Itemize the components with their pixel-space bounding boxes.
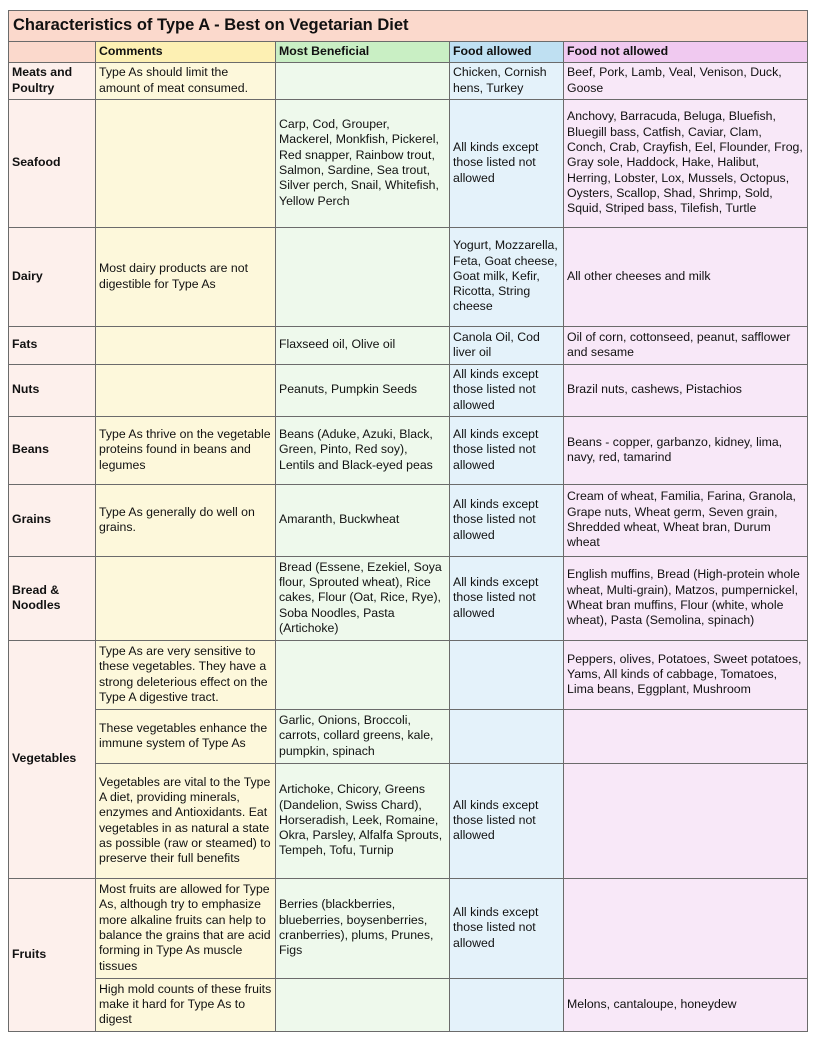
- title-row: [9, 11, 808, 42]
- not-allowed-cell: Oil of corn, cottonseed, peanut, safflower and sesame: [564, 327, 808, 365]
- not-allowed-cell: Cream of wheat, Familia, Farina, Granola, Grape nuts, Wheat germ, Seven grain, Shredded wheat, Wheat bran, Durum wheat: [564, 485, 808, 557]
- comments-cell: [96, 557, 276, 641]
- category-cell: Grains: [9, 485, 96, 557]
- beneficial-cell: [276, 63, 450, 100]
- allowed-cell: [450, 641, 564, 710]
- not-allowed-cell: [564, 879, 808, 979]
- category-cell: Dairy: [9, 228, 96, 327]
- beneficial-cell: Peanuts, Pumpkin Seeds: [276, 365, 450, 417]
- table-row-bread-noodles: [9, 557, 808, 641]
- allowed-cell: All kinds except those listed not allowed: [450, 365, 564, 417]
- not-allowed-cell: Peppers, olives, Potatoes, Sweet potatoes, Yams, All kinds of cabbage, Tomatoes, Lima beans, Eggplant, Mushroom: [564, 641, 808, 710]
- category-cell: Seafood: [9, 100, 96, 228]
- header-food-allowed: Food allowed: [450, 42, 564, 63]
- beneficial-cell: [276, 641, 450, 710]
- beneficial-cell: Berries (blackberries, blueberries, boysenberries, cranberries), plums, Prunes, Figs: [276, 879, 450, 979]
- table-row-vegetables-2: [9, 710, 808, 764]
- comments-cell: These vegetables enhance the immune system of Type As: [96, 710, 276, 764]
- table-title: Characteristics of Type A - Best on Vegetarian Diet: [9, 11, 808, 42]
- comments-cell: [96, 327, 276, 365]
- comments-cell: Most fruits are allowed for Type As, although try to emphasize more alkaline fruits can help to balance the grains that are acid forming in Type As muscle tissues: [96, 879, 276, 979]
- table-row-vegetables-1: [9, 641, 808, 710]
- comments-cell: Type As generally do well on grains.: [96, 485, 276, 557]
- not-allowed-cell: Beef, Pork, Lamb, Veal, Venison, Duck, Goose: [564, 63, 808, 100]
- comments-cell: Most dairy products are not digestible for Type As: [96, 228, 276, 327]
- header-comments: Comments: [96, 42, 276, 63]
- not-allowed-cell: English muffins, Bread (High-protein whole wheat, Multi-grain), Matzos, pumpernickel, Wheat bran muffins, Flour (white, whole wheat), Pasta (Semolina, spinach): [564, 557, 808, 641]
- category-cell: Fats: [9, 327, 96, 365]
- category-cell: Fruits: [9, 879, 96, 1032]
- beneficial-cell: Carp, Cod, Grouper, Mackerel, Monkfish, Pickerel, Red snapper, Rainbow trout, Salmon, Sardine, Sea trout, Silver perch, Snail, Whitefish, Yellow Perch: [276, 100, 450, 228]
- comments-cell: High mold counts of these fruits make it hard for Type As to digest: [96, 979, 276, 1032]
- beneficial-cell: [276, 228, 450, 327]
- not-allowed-cell: Beans - copper, garbanzo, kidney, lima, navy, red, tamarind: [564, 417, 808, 485]
- table-row-fruits-1: [9, 879, 808, 979]
- allowed-cell: All kinds except those listed not allowed: [450, 485, 564, 557]
- allowed-cell: All kinds except those listed not allowed: [450, 417, 564, 485]
- comments-cell: Type As should limit the amount of meat consumed.: [96, 63, 276, 100]
- allowed-cell: All kinds except those listed not allowed: [450, 879, 564, 979]
- category-cell: Beans: [9, 417, 96, 485]
- allowed-cell: All kinds except those listed not allowed: [450, 100, 564, 228]
- table-row-vegetables-3: [9, 764, 808, 879]
- beneficial-cell: Flaxseed oil, Olive oil: [276, 327, 450, 365]
- allowed-cell: Chicken, Cornish hens, Turkey: [450, 63, 564, 100]
- not-allowed-cell: Anchovy, Barracuda, Beluga, Bluefish, Bluegill bass, Catfish, Caviar, Clam, Conch, Crab, Crayfish, Eel, Flounder, Frog, Gray sole, Haddock, Hake, Halibut, Herring, Lobster, Lox, Mussels, Octopus, Oysters, Scallop, Shad, Shrimp, Sold, Squid, Striped bass, Tilefish, Turtle: [564, 100, 808, 228]
- allowed-cell: Yogurt, Mozzarella, Feta, Goat cheese, Goat milk, Kefir, Ricotta, String cheese: [450, 228, 564, 327]
- beneficial-cell: Beans (Aduke, Azuki, Black, Green, Pinto, Red soy), Lentils and Black-eyed peas: [276, 417, 450, 485]
- beneficial-cell: Garlic, Onions, Broccoli, carrots, collard greens, kale, pumpkin, spinach: [276, 710, 450, 764]
- not-allowed-cell: [564, 710, 808, 764]
- beneficial-cell: Artichoke, Chicory, Greens (Dandelion, Swiss Chard), Horseradish, Leek, Romaine, Okra, Parsley, Alfalfa Sprouts, Tempeh, Tofu, Turnip: [276, 764, 450, 879]
- comments-cell: [96, 100, 276, 228]
- not-allowed-cell: [564, 764, 808, 879]
- header-category: [9, 42, 96, 63]
- table-row-nuts: [9, 365, 808, 417]
- header-row: [9, 42, 808, 63]
- category-cell: Nuts: [9, 365, 96, 417]
- table-row-meats: [9, 63, 808, 100]
- comments-cell: Type As thrive on the vegetable proteins found in beans and legumes: [96, 417, 276, 485]
- not-allowed-cell: Brazil nuts, cashews, Pistachios: [564, 365, 808, 417]
- category-cell: Bread & Noodles: [9, 557, 96, 641]
- diet-table: [8, 10, 808, 1032]
- category-cell: Meats and Poultry: [9, 63, 96, 100]
- beneficial-cell: [276, 979, 450, 1032]
- table-row-dairy: [9, 228, 808, 327]
- allowed-cell: All kinds except those listed not allowed: [450, 764, 564, 879]
- table-row-seafood: [9, 100, 808, 228]
- table-row-fruits-2: [9, 979, 808, 1032]
- beneficial-cell: Amaranth, Buckwheat: [276, 485, 450, 557]
- allowed-cell: Canola Oil, Cod liver oil: [450, 327, 564, 365]
- comments-cell: [96, 365, 276, 417]
- table-row-beans: [9, 417, 808, 485]
- not-allowed-cell: All other cheeses and milk: [564, 228, 808, 327]
- table-row-grains: [9, 485, 808, 557]
- comments-cell: Type As are very sensitive to these vegetables. They have a strong deleterious effect on the Type A digestive tract.: [96, 641, 276, 710]
- allowed-cell: [450, 979, 564, 1032]
- table-row-fats: [9, 327, 808, 365]
- not-allowed-cell: Melons, cantaloupe, honeydew: [564, 979, 808, 1032]
- comments-cell: Vegetables are vital to the Type A diet, providing minerals, enzymes and Antioxidants. Eat vegetables in as natural a state as possible (raw or steamed) to preserve their full benefits: [96, 764, 276, 879]
- header-most-beneficial: Most Beneficial: [276, 42, 450, 63]
- beneficial-cell: Bread (Essene, Ezekiel, Soya flour, Sprouted wheat), Rice cakes, Flour (Oat, Rice, Rye), Soba Noodles, Pasta (Artichoke): [276, 557, 450, 641]
- category-cell: Vegetables: [9, 641, 96, 879]
- allowed-cell: [450, 710, 564, 764]
- header-food-not-allowed: Food not allowed: [564, 42, 808, 63]
- allowed-cell: All kinds except those listed not allowed: [450, 557, 564, 641]
